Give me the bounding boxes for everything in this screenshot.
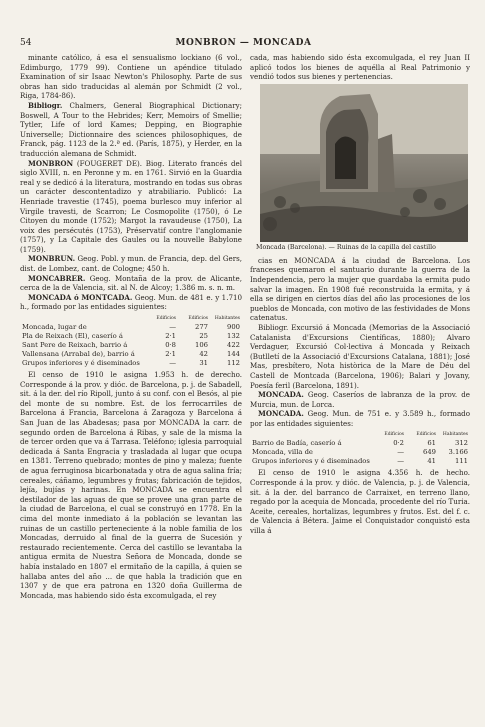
table-cell-value: 900 bbox=[227, 323, 240, 332]
paragraph: El censo de 1910 le asigna 1.953 h. de derecho. Corresponde á la prov. y dióc. de Barcelona, p. j. de Sabadell, sit. á la der. del río Ripoll, junto á su conf. con el Besós, al pie del monte de su nombre. Est. de los ferrocarriles de Barcelona á Francia, Barcelona á Zaragoza y Barcelona á San Juan de las Abadesas; pasa por MONCADA la carr. de segundo orden de Barcelona á Ribas, y sale de la misma la de tercer orden que va á Tarrasa. Teléfono; iglesia parroquial dedicada á Santa Engracia y trasladada al lugar que ocupa en 1381. Terreno quebrado; montes de pino y maleza; fuente de agua ferruginosa bicarbonatada y otra de agua salina fría; cereales, cáñamo, legumbres y frutas; fabricación de tejidos, lejía, bujías y harinas. En MONCADA se encuentra el destilador de las aguas de que se provee una gran parte de la ciudad de Barcelona, el cual se construyó en 1778. En la cima del monte inmediato á la población se levantan las ruinas de un castillo perteneciente á la noble familia de los Moncadas, derruido al final de la guerra de Sucesión y restaurado recientemente. Cerca del castillo se levantaba la antigua ermita de Nuestra Señora de Moncada, donde se había instalado en 1807 el ermitaño de la capilla, á quien se hallaba antes del año ... de que habla la tradición que en 1307 y de que era patrona en 1320 doña Guillerma de Moncada, mas habiendo sido ésta excomulgada, el rey bbox=[20, 370, 242, 600]
table-header: Habitantes bbox=[214, 316, 240, 322]
table-cell-value: 112 bbox=[227, 359, 240, 368]
table-header: Habitantes bbox=[442, 432, 468, 438]
dictionary-entry bbox=[20, 274, 242, 293]
right-column bbox=[250, 53, 470, 536]
table-cell-label: Vallensana (Arrabal de), barrio á bbox=[22, 350, 135, 359]
table-cell-value: 111 bbox=[455, 457, 468, 466]
table-cell-value: — bbox=[169, 323, 176, 332]
bibliography: Bibliogr. Excursió á Moncada (Memorias de la Associació Catalanista d'Excursions Científicas, 1880); Alvaro Verdaguer, Excursió Col·lectiva á Moncada y Reixach (Butlletí de la Associació d'Excursions Catalana, 1881); José Mas, presbítero, Nota històrica de la Mare de Déu del Castell de Montcada (Barcelona, 1906); Balari y Jovany, Poesía feril (Barcelona, 1891). bbox=[250, 322, 470, 390]
table-cell-label: Sant Pere de Reixach, barrio á bbox=[22, 341, 128, 350]
table-cell-value: 2·1 bbox=[165, 332, 176, 341]
dictionary-entry bbox=[20, 254, 242, 273]
table-row bbox=[20, 341, 242, 350]
table-cell-label: Grupos inferiores y é diseminados bbox=[22, 359, 140, 368]
entry-text: Geog. Mun. de 481 e. y 1.710 h., formado por las entidades siguientes: bbox=[20, 292, 242, 312]
dictionary-entry bbox=[250, 409, 470, 428]
table-header: Edificios bbox=[416, 432, 436, 438]
entry-headword: Bibliogr. bbox=[28, 100, 63, 110]
table-cell-value: 31 bbox=[199, 359, 208, 368]
dictionary-entry bbox=[20, 101, 242, 159]
entry-headword: MONCADA. bbox=[258, 409, 304, 419]
entry-headword: MONBRON bbox=[28, 158, 74, 168]
page-header bbox=[20, 38, 467, 52]
entry-headword: MONCADA ó MONTCADA. bbox=[28, 292, 133, 302]
entry-headword: MONBRUN. bbox=[28, 254, 76, 264]
table-cell-value: — bbox=[397, 457, 404, 466]
entry-headword: MONCADA. bbox=[258, 390, 304, 400]
table-row bbox=[20, 332, 242, 341]
dictionary-entry bbox=[250, 390, 470, 409]
table-cell-value: 2·1 bbox=[165, 350, 176, 359]
photo-caption: Moncada (Barcelona). — Ruinas de la capilla del castillo bbox=[256, 243, 436, 251]
table-cell-value: 42 bbox=[199, 350, 208, 359]
dictionary-entry bbox=[20, 53, 242, 101]
table-cell-value: 132 bbox=[227, 332, 240, 341]
table-cell-value: 0·2 bbox=[393, 439, 404, 448]
table-cell-label: Grupos inferiores y é diseminados bbox=[252, 457, 370, 466]
page-number: 54 bbox=[20, 38, 32, 48]
table-header: Edificios bbox=[156, 316, 176, 322]
table-cell-value: 41 bbox=[427, 457, 436, 466]
table-cell-value: 144 bbox=[227, 350, 240, 359]
entry-text: Geog. Mun. de 751 e. y 3.589 h., formado por las entidades siguientes: bbox=[250, 409, 470, 428]
table-header: Edificios bbox=[384, 432, 404, 438]
population-table-right bbox=[250, 430, 470, 466]
dictionary-entry bbox=[20, 293, 242, 312]
table-cell-value: 277 bbox=[195, 323, 208, 332]
castle-ruins-illustration bbox=[260, 84, 468, 242]
paragraph: cada, mas habiendo sido ésta excomulgada, el rey Juan II aplicó todos los bienes de aquélla al Real Patrimonio y vendió todos sus bienes y pertenencias. bbox=[250, 53, 470, 82]
castle-ruins-photo bbox=[260, 84, 468, 242]
table-cell-value: 3.166 bbox=[448, 448, 468, 457]
table-row bbox=[20, 359, 242, 368]
paragraph: El censo de 1910 le asigna 4.356 h. de hecho. Corresponde á la prov. y dióc. de Valencia, p. j. de Valencia, sit. á la der. del barranco de Carraixet, en terreno llano, regado por la acequia de Moncada, procedente del río Turia. Aceite, cereales, hortalizas, legumbres y frutos. Est. del f. c. de Valencia á Bétera. Jaime el Conquistador conquistó esta villa á bbox=[250, 468, 470, 536]
table-cell-value: 312 bbox=[455, 439, 468, 448]
table-row bbox=[250, 439, 470, 448]
table-cell-value: 422 bbox=[227, 341, 240, 350]
entry-text: Chalmers, General Biographical Dictionary; Boswell, A Tour to the Hebrides; Kerr, Memoirs of Smellie; Tytler, Life of lord Kames; Depping, en Biographie Universelle; Dictionnaire des sciences philosophiques, de Franck, pág. 1123 de la 2.ª ed. (París, 1875), y Herder, en la traducción alemana de Schmidt. bbox=[20, 100, 242, 158]
dictionary-entry bbox=[20, 159, 242, 255]
population-table-left bbox=[20, 314, 242, 368]
table-cell-label: Moncada, villa de bbox=[252, 448, 313, 457]
table-cell-value: — bbox=[169, 359, 176, 368]
entry-headword: MONCABRER. bbox=[28, 273, 86, 283]
left-column bbox=[20, 53, 242, 600]
table-row bbox=[250, 457, 470, 466]
table-cell-label: Pla de Reixach (El), caserío á bbox=[22, 332, 123, 341]
table-cell-label: Moncada, lugar de bbox=[22, 323, 87, 332]
entry-text: Geog. Montaña de la prov. de Alicante, cerca de la de Valencia, sit. al N. de Alcoy; 1.386 m. s. n. m. bbox=[20, 273, 242, 293]
entry-text: Geog. Pobl. y mun. de Francia, dep. del Gers, dist. de Lombez, cant. de Cologne; 450 h. bbox=[20, 254, 242, 274]
table-cell-value: 25 bbox=[199, 332, 208, 341]
entry-text: Geog. Caseríos de labranza de la prov. de Murcia, mun. de Lorca. bbox=[250, 390, 470, 409]
table-row bbox=[20, 350, 242, 359]
table-cell-value: — bbox=[397, 448, 404, 457]
entry-text: (FOUGERET DE). Biog. Literato francés del siglo XVIII, n. en Peronne y m. en 1761. Sirvió en la Guardia real y se dedicó á la literatura, mostrando en todas sus obras un carácter descontentadizo y atrabiliario. Publicó: La Henriade travestie (1745), poema burlesco muy inferior al Virgile travesti, de Scarron; Le Cosmopolite (1750), ó Le Citoyen du monde (1752); Margot la ravaudeuse (1750), La voix des persécutés (1753), Préservatif contre l'anglomanie (1757), y La Capitale des Gaules ou la nouvelle Babylone (1759). bbox=[20, 158, 242, 254]
running-head: MONBRON — MONCADA bbox=[175, 38, 312, 48]
table-row bbox=[20, 323, 242, 332]
table-header: Edificios bbox=[188, 316, 208, 322]
table-cell-value: 649 bbox=[423, 448, 436, 457]
table-cell-value: 61 bbox=[427, 439, 436, 448]
table-row bbox=[250, 448, 470, 457]
table-cell-value: 0·8 bbox=[165, 341, 176, 350]
table-cell-value: 106 bbox=[195, 341, 208, 350]
entry-text: minante católico, á esa el sensualismo lockiano (6 vol., Edimburgo, 1779 99). Contiene un apéndice titulado Examination of sir Isaac Newton's Philosophy. Parte de sus obras han sido traducidas al alemán por Schmidt (2 vol., Riga, 1784-86). bbox=[20, 53, 242, 101]
paragraph: cias en MONCADA á la ciudad de Barcelona. Los franceses quemaron el santuario durante la guerra de la Independencia, pero la mujer que guardaba la ermita pudo salvar la imagen. En 1908 fué reconstruida la ermita, y á ella se dirigen en ciertos días del año las procesiones de los pueblos de Moncada, con motivo de las festividades de Mons catenatus. bbox=[250, 255, 470, 323]
table-cell-label: Barrio de Badía, caserío á bbox=[252, 439, 342, 448]
